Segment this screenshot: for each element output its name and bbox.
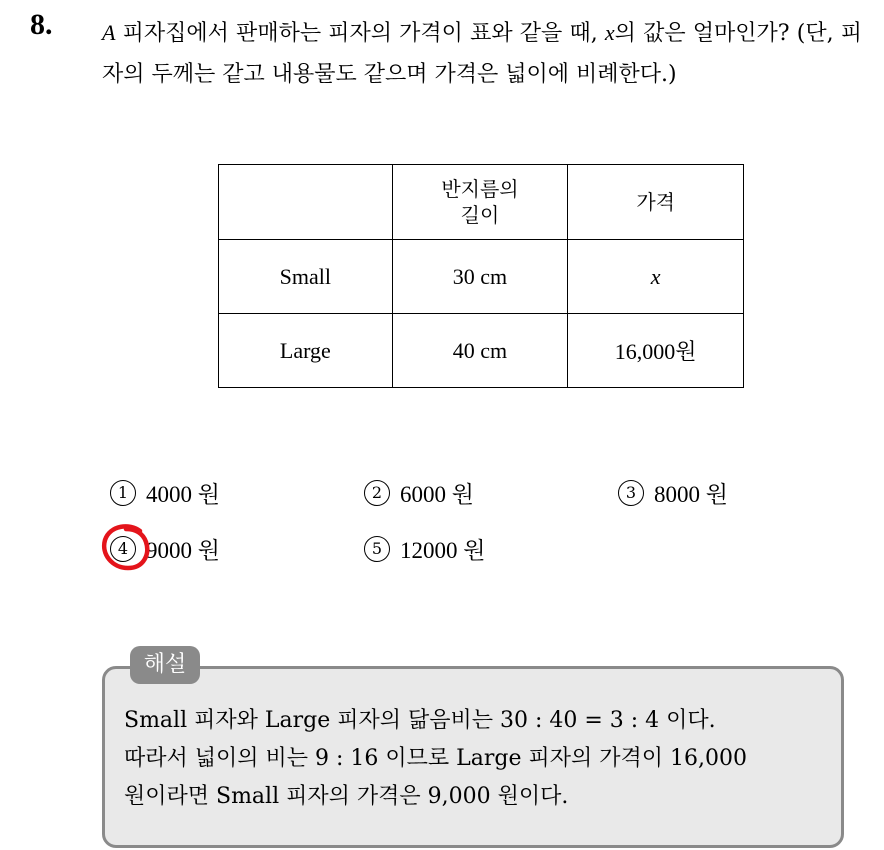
choice-label: 9000 원 <box>146 538 220 563</box>
question-text-part-1: 피자집에서 판매하는 피자의 가격이 표와 같을 때, <box>115 21 605 46</box>
question-var-a: A <box>102 20 116 45</box>
table-header-radius: 반지름의 길이 <box>441 177 519 227</box>
choice-number-mark: 3 <box>618 480 644 506</box>
solution-tab: 해설 <box>130 646 200 684</box>
table-header-row <box>219 165 744 240</box>
choice-number-mark: 5 <box>364 536 390 562</box>
choice-1[interactable] <box>110 476 220 509</box>
question-var-x: x <box>604 20 615 45</box>
choice-3[interactable] <box>618 476 728 509</box>
choice-label: 12000 원 <box>400 538 486 563</box>
price-table <box>218 164 744 388</box>
answer-circle-mark <box>100 522 152 572</box>
choice-label: 6000 원 <box>400 482 474 507</box>
table-header-cell <box>392 165 568 240</box>
table-cell-radius: 40 cm <box>392 314 568 388</box>
question-text <box>102 12 862 95</box>
table-cell-size: Small <box>219 240 393 314</box>
choice-number-mark: 1 <box>110 480 136 506</box>
choice-number-mark: 2 <box>364 480 390 506</box>
question-text-part-2: 의 값은 얼마인가? (단, 피자의 두께는 같고 내용물도 같으며 가격은 넓이에 비례한다.) <box>102 21 862 87</box>
solution-line: 원이라면 Small 피자의 가격은 9,000 원이다. <box>124 784 569 809</box>
table-cell-price: 16,000원 <box>568 314 744 388</box>
solution-text <box>124 702 834 816</box>
solution-line: Small 피자와 Large 피자의 닮음비는 30 : 40 = 3 : 4 이다. <box>124 708 716 733</box>
table-header-cell <box>219 165 393 240</box>
choice-5[interactable] <box>364 532 485 565</box>
choice-2[interactable] <box>364 476 474 509</box>
choice-label: 4000 원 <box>146 482 220 507</box>
table-cell-radius: 30 cm <box>392 240 568 314</box>
table-row <box>219 314 744 388</box>
table-header-cell: 가격 <box>568 165 744 240</box>
choice-number-mark: 4 <box>110 536 136 562</box>
table-cell-size: Large <box>219 314 393 388</box>
question-number: 8. <box>30 8 53 41</box>
table-row <box>219 240 744 314</box>
table-cell-price: x <box>568 240 744 314</box>
solution-line: 따라서 넓이의 비는 9 : 16 이므로 Large 피자의 가격이 16,000 <box>124 746 747 771</box>
choice-label: 8000 원 <box>654 482 728 507</box>
